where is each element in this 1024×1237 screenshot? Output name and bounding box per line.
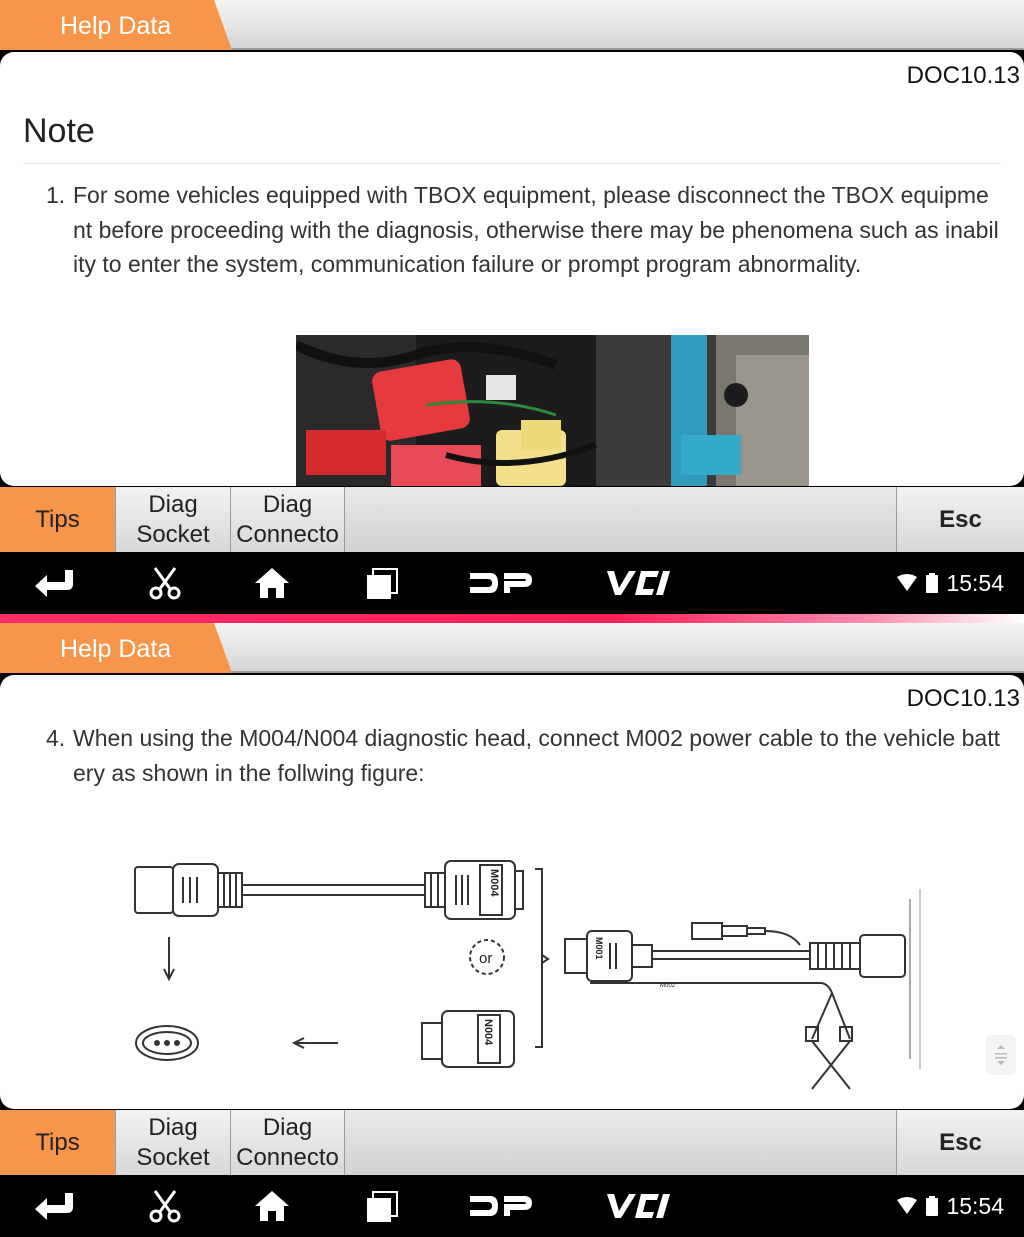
m004-label: M004 (488, 869, 500, 897)
esc-button[interactable]: Esc (896, 1110, 1024, 1175)
scissors-icon[interactable] (135, 1175, 195, 1237)
window-title: Help Data (60, 12, 172, 40)
screen-divider (0, 614, 1024, 623)
system-nav-bar (0, 552, 1024, 614)
toolbar-spacer (345, 487, 896, 552)
status-area (896, 1175, 1004, 1237)
dp-logo-icon[interactable] (466, 1175, 536, 1237)
m002-label: M002 (660, 983, 676, 989)
recent-apps-icon[interactable] (352, 552, 412, 614)
system-nav-bar (0, 1175, 1024, 1237)
note-heading: Note (23, 112, 95, 150)
back-icon[interactable] (25, 552, 85, 614)
esc-button[interactable]: Esc (896, 487, 1024, 552)
recent-apps-icon[interactable] (352, 1175, 412, 1237)
note-item-4 (46, 721, 1001, 790)
tips-tab[interactable]: Tips (0, 487, 116, 552)
diag-socket-tab[interactable]: Diag Socket (116, 487, 231, 552)
tbox-photo (296, 335, 809, 486)
diag-connector-tab[interactable]: Diag Connecto (231, 487, 345, 552)
title-bar (0, 623, 1024, 673)
item-text: When using the M004/N004 diagnostic head, connect M002 power cable to the vehicle battery as shown in the follwing figure: (73, 725, 1000, 786)
battery-icon (926, 1196, 938, 1216)
bottom-toolbar (0, 1110, 1024, 1175)
back-icon[interactable] (25, 1175, 85, 1237)
scroll-handle[interactable] (986, 1035, 1016, 1075)
home-icon[interactable] (242, 552, 302, 614)
item-text: For some vehicles equipped with TBOX equipment, please disconnect the TBOX equipment before proceeding with the diagnosis, otherwise there may be phenomena such as inability to enter the system, communication failure or prompt program abnormality. (73, 182, 999, 277)
help-data-screen-2 (0, 623, 1024, 1237)
toolbar-spacer (345, 1110, 896, 1175)
title-tab (0, 623, 232, 673)
help-content[interactable] (0, 52, 1024, 486)
title-bar (0, 0, 1024, 50)
note-item-1 (46, 178, 1001, 282)
doc-id: DOC10.13 (906, 685, 1020, 712)
battery-icon (926, 573, 938, 593)
or-label: or (479, 950, 493, 967)
diag-connector-tab[interactable]: Diag Connecto (231, 1110, 345, 1175)
n004-label: N004 (482, 1019, 494, 1046)
home-icon[interactable] (242, 1175, 302, 1237)
m001-label: M001 (594, 937, 604, 960)
window-title: Help Data (60, 635, 172, 663)
scissors-icon[interactable] (135, 552, 195, 614)
wifi-icon (896, 574, 918, 592)
clock: 15:54 (946, 569, 1004, 596)
clock: 15:54 (946, 1192, 1004, 1219)
vci-logo-icon[interactable] (598, 1175, 678, 1237)
wifi-icon (896, 1197, 918, 1215)
dp-logo-icon[interactable] (466, 552, 536, 614)
heading-divider (23, 163, 1001, 164)
title-tab (0, 0, 232, 50)
status-area (896, 552, 1004, 614)
item-number: 4. (46, 725, 66, 751)
scroll-grip-icon (993, 1044, 1009, 1066)
tips-tab[interactable]: Tips (0, 1110, 116, 1175)
connection-figure (120, 859, 940, 1109)
help-content[interactable] (0, 675, 1024, 1109)
item-number: 1. (46, 182, 66, 208)
help-data-screen-1 (0, 0, 1024, 614)
doc-id: DOC10.13 (906, 62, 1020, 89)
bottom-toolbar (0, 487, 1024, 552)
vci-logo-icon[interactable] (598, 552, 678, 614)
diag-socket-tab[interactable]: Diag Socket (116, 1110, 231, 1175)
